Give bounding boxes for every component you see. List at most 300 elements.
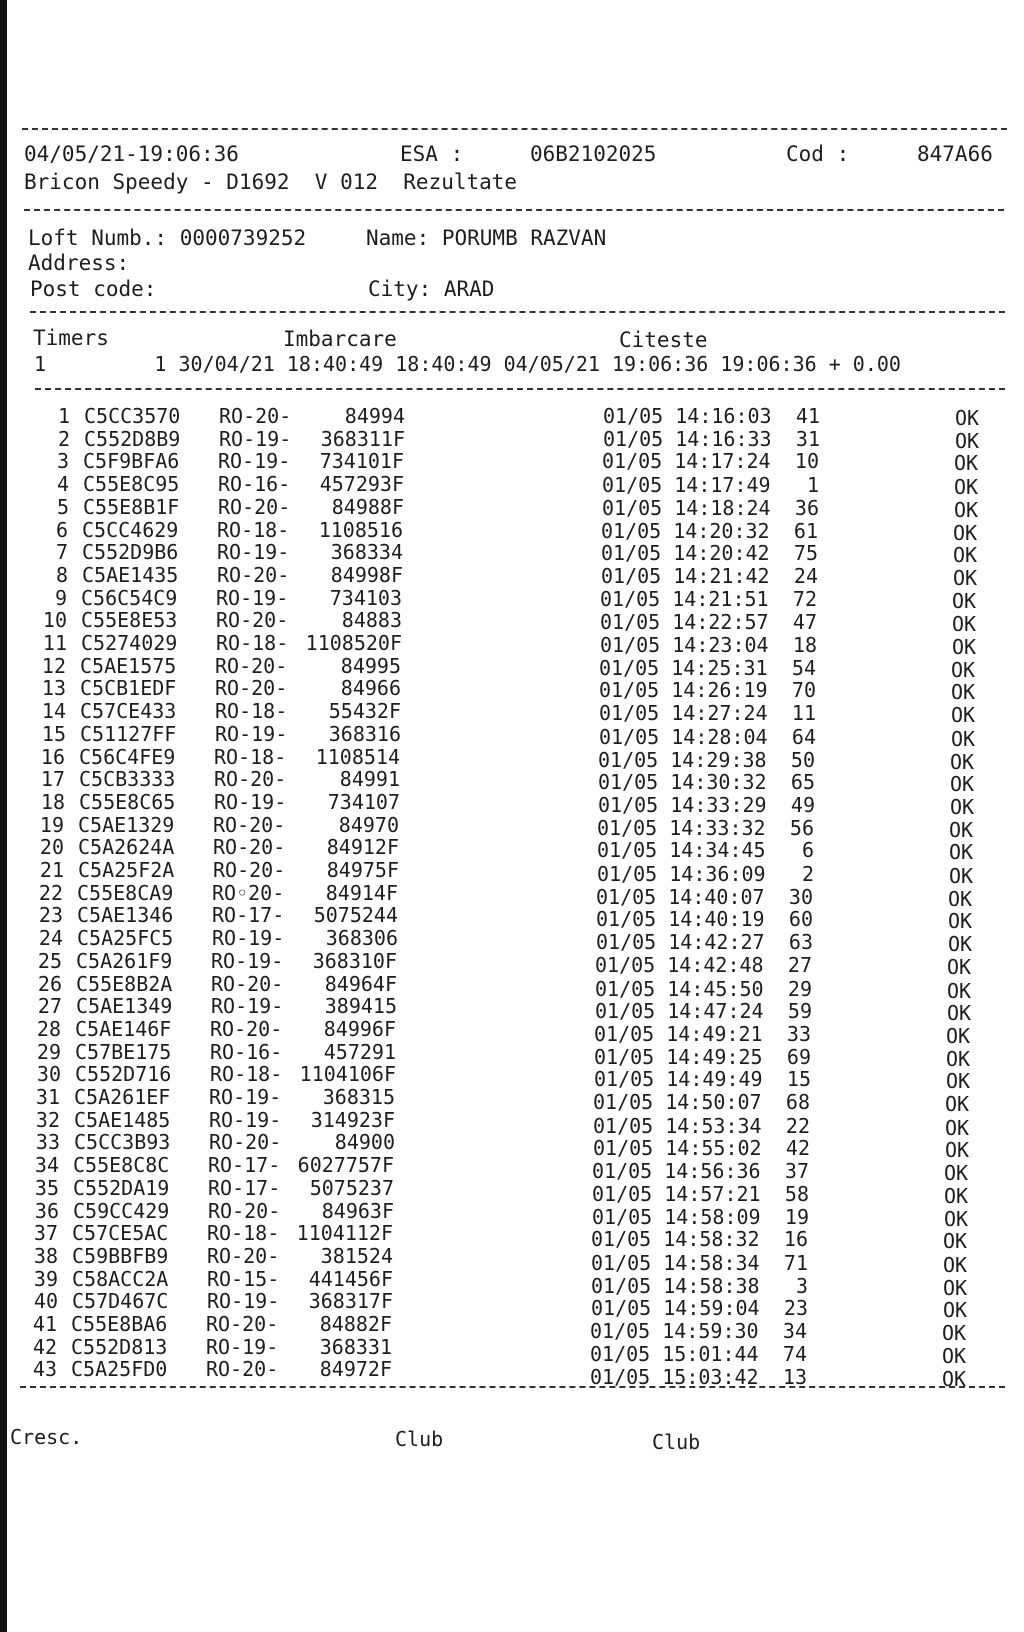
table-row xyxy=(0,1107,1024,1140)
chip-id: C552DA19 xyxy=(73,1175,170,1200)
table-row xyxy=(0,926,1024,957)
table-row xyxy=(0,404,1024,430)
table-row xyxy=(0,994,1024,1026)
table-row xyxy=(0,699,1024,728)
ring-prefix: RO-16- xyxy=(218,472,291,497)
row-number: 26 xyxy=(37,971,62,996)
status: OK xyxy=(944,1206,969,1231)
ring-number: 84988F xyxy=(331,494,404,519)
row-number: 17 xyxy=(40,767,65,792)
position: 68 xyxy=(785,1090,810,1114)
chip-id: C5CC3570 xyxy=(84,404,181,428)
ring-number: 1104112F xyxy=(296,1221,393,1246)
cod-value: 847A66 xyxy=(917,142,993,166)
row-number: 9 xyxy=(54,585,67,610)
row-number: 25 xyxy=(37,948,62,973)
table-row xyxy=(0,517,1024,545)
table-row xyxy=(0,1153,1024,1186)
position: 37 xyxy=(784,1159,809,1184)
position: 30 xyxy=(788,884,813,909)
ring-prefix: RO-18- xyxy=(215,699,288,724)
table-row xyxy=(0,1312,1024,1345)
chip-id: C5A261EF xyxy=(74,1085,171,1109)
ring-prefix: RO-18- xyxy=(214,744,287,769)
row-number: 20 xyxy=(39,835,64,860)
ring-prefix: RO-20- xyxy=(215,653,288,678)
table-row xyxy=(0,449,1024,476)
chip-id: C57BE175 xyxy=(75,1039,172,1064)
arrival-time: 01/05 14:16:03 xyxy=(603,404,772,428)
arrival-time: 01/05 14:59:30 xyxy=(590,1319,759,1343)
status: OK xyxy=(943,1275,968,1300)
ring-prefix: RO-20- xyxy=(213,835,286,860)
table-row xyxy=(0,540,1024,568)
ring-prefix: RO-19- xyxy=(217,540,290,565)
chip-id: C57CE5AC xyxy=(72,1221,169,1246)
ring-number: 1104106F xyxy=(299,1062,396,1087)
position: 47 xyxy=(792,610,817,635)
chip-id: C5AE1435 xyxy=(82,562,179,587)
report-datetime: 04/05/21-19:06:36 xyxy=(24,142,239,166)
position: 63 xyxy=(788,930,813,955)
arrival-time: 01/05 14:40:19 xyxy=(596,907,765,932)
arrival-time: 01/05 14:47:24 xyxy=(595,999,764,1024)
ring-prefix: RO-20- xyxy=(207,1243,280,1268)
ring-number: 734107 xyxy=(327,789,400,814)
row-number: 33 xyxy=(35,1130,60,1155)
ring-prefix: RO-20- xyxy=(206,1357,279,1382)
chip-id: C55E8B2A xyxy=(76,971,173,996)
status: OK xyxy=(949,817,974,842)
status: OK xyxy=(949,840,974,865)
arrival-time: 01/05 14:59:04 xyxy=(591,1296,760,1321)
table-row xyxy=(0,608,1024,637)
chip-id: C5AE1346 xyxy=(77,903,174,928)
arrival-time: 01/05 14:23:04 xyxy=(600,633,769,657)
ring-number: 441456F xyxy=(308,1266,393,1291)
status: OK xyxy=(952,612,977,637)
row-number: 7 xyxy=(55,540,68,565)
position: 59 xyxy=(787,999,812,1024)
status: OK xyxy=(948,932,973,957)
position: 23 xyxy=(783,1296,808,1321)
position: 36 xyxy=(794,495,819,520)
ring-number: 368315 xyxy=(322,1085,395,1109)
address-label: Address: xyxy=(28,251,130,275)
row-number: 13 xyxy=(41,676,66,701)
ring-prefix: RO-20- xyxy=(213,812,286,837)
arrival-time: 01/05 14:34:45 xyxy=(597,838,766,863)
arrival-time: 01/05 14:40:07 xyxy=(596,884,765,909)
ring-prefix: RO-19- xyxy=(215,721,288,746)
table-row xyxy=(0,789,1024,819)
timers-row: 1 1 30/04/21 18:40:49 18:40:49 04/05/21 19:06:36 19:06:36 + 0.00 xyxy=(34,352,901,376)
chip-id: C59CC429 xyxy=(73,1198,170,1223)
ring-prefix: RO-20- xyxy=(219,404,292,428)
chip-id: C5AE1349 xyxy=(76,994,173,1019)
table-row xyxy=(0,1334,1024,1368)
chip-id: C5274029 xyxy=(81,631,178,655)
position: 3 xyxy=(795,1273,808,1298)
table-row xyxy=(0,1062,1024,1094)
status: OK xyxy=(952,635,977,659)
table-row xyxy=(0,494,1024,522)
arrival-time: 01/05 14:57:21 xyxy=(592,1181,761,1206)
arrival-time: 01/05 14:33:29 xyxy=(598,792,767,817)
status: OK xyxy=(945,1115,970,1140)
ring-number: 368311F xyxy=(320,426,405,451)
status: OK xyxy=(950,794,975,819)
row-number: 23 xyxy=(38,903,63,928)
row-number: 4 xyxy=(56,472,69,497)
table-row xyxy=(0,1243,1024,1277)
ring-number: 368316 xyxy=(328,721,401,746)
ring-prefix: RO-16- xyxy=(210,1039,283,1064)
table-row xyxy=(0,903,1024,934)
row-number: 36 xyxy=(34,1198,59,1223)
row-number: 10 xyxy=(42,608,67,633)
chip-id: C5A261F9 xyxy=(76,948,173,973)
chip-id: C552D9B6 xyxy=(82,540,179,565)
position: 42 xyxy=(785,1136,810,1161)
table-row xyxy=(0,631,1024,659)
row-number: 30 xyxy=(36,1062,61,1087)
chip-id: C5F9BFA6 xyxy=(83,449,180,474)
status: OK xyxy=(953,565,978,590)
status: OK xyxy=(943,1298,968,1323)
row-number: 27 xyxy=(37,994,62,1019)
ring-prefix: RO-20- xyxy=(214,767,287,792)
ring-number: 381524 xyxy=(320,1243,393,1268)
position: 27 xyxy=(787,952,812,977)
ring-prefix: RO-19- xyxy=(209,1085,282,1109)
ring-prefix: RO-19- xyxy=(216,585,289,610)
table-row xyxy=(0,1221,1024,1254)
row-number: 39 xyxy=(33,1266,58,1291)
ring-number: 84998F xyxy=(330,562,403,587)
table-row xyxy=(0,1016,1024,1048)
ring-prefix: RO-20- xyxy=(208,1198,281,1223)
citeste-heading: Citeste xyxy=(619,328,708,352)
position: 71 xyxy=(783,1250,808,1275)
chip-id: C5A2624A xyxy=(78,835,175,860)
ring-number: 84912F xyxy=(326,835,399,860)
status: OK xyxy=(951,726,976,751)
chip-id: C51127FF xyxy=(80,721,177,746)
arrival-time: 01/05 14:55:02 xyxy=(593,1136,762,1161)
chip-id: C55E8C95 xyxy=(83,472,180,497)
status: OK xyxy=(953,520,978,545)
row-number: 8 xyxy=(55,562,68,587)
ring-prefix: RO-20- xyxy=(216,608,289,633)
status: OK xyxy=(942,1367,967,1392)
chip-id: C56C4FE9 xyxy=(79,744,176,769)
ring-prefix: RO-17- xyxy=(212,903,285,928)
status: OK xyxy=(947,978,972,1003)
status: OK xyxy=(950,772,975,797)
table-row xyxy=(0,1266,1024,1300)
ring-prefix: RO-17- xyxy=(208,1153,281,1178)
row-number: 37 xyxy=(33,1221,58,1246)
ring-prefix: RO-20- xyxy=(215,676,288,701)
status: OK xyxy=(945,1092,970,1116)
arrival-time: 01/05 14:58:38 xyxy=(591,1273,760,1298)
position: 1 xyxy=(806,473,819,498)
divider-results xyxy=(35,388,1005,390)
ring-number: 84975F xyxy=(326,858,399,882)
ring-number: 1108516 xyxy=(318,517,403,542)
arrival-time: 01/05 14:29:38 xyxy=(598,747,767,772)
status: OK xyxy=(954,451,979,476)
ring-prefix: RO-20- xyxy=(213,858,286,882)
arrival-time: 01/05 14:53:34 xyxy=(593,1113,762,1138)
status: OK xyxy=(951,703,976,728)
row-number: 3 xyxy=(56,449,69,474)
row-number: 21 xyxy=(39,858,64,882)
ring-number: 84966 xyxy=(340,676,401,701)
arrival-time: 01/05 14:50:07 xyxy=(593,1090,762,1114)
position: 56 xyxy=(789,815,814,840)
table-row xyxy=(0,1130,1024,1163)
position: 75 xyxy=(793,541,818,566)
timers-heading: Timers xyxy=(33,326,109,350)
row-number: 1 xyxy=(57,404,70,428)
ring-number: 84995 xyxy=(340,653,401,678)
chip-id: C55E8E53 xyxy=(81,608,178,633)
ring-number: 84900 xyxy=(334,1130,395,1155)
arrival-time: 01/05 14:56:36 xyxy=(592,1159,761,1184)
table-row xyxy=(0,721,1024,751)
position: 2 xyxy=(801,862,814,886)
position: 49 xyxy=(790,792,815,817)
position: 15 xyxy=(786,1067,811,1092)
ring-number: 84970 xyxy=(338,812,399,837)
ring-prefix: RO-18- xyxy=(207,1221,280,1246)
chip-id: C5AE1485 xyxy=(74,1107,171,1132)
table-row xyxy=(0,426,1024,453)
table-row xyxy=(0,1198,1024,1231)
position: 34 xyxy=(782,1319,807,1343)
row-number: 40 xyxy=(33,1289,58,1314)
imbarcare-heading: Imbarcare xyxy=(283,327,397,351)
status: OK xyxy=(945,1138,970,1163)
position: 72 xyxy=(792,586,817,611)
row-number: 24 xyxy=(38,926,63,951)
row-number: 5 xyxy=(56,494,69,519)
position: 50 xyxy=(790,747,815,772)
position: 19 xyxy=(784,1204,809,1229)
chip-id: C58ACC2A xyxy=(72,1266,169,1291)
chip-id: C5A25FC5 xyxy=(77,926,174,951)
chip-id: C5CC3B93 xyxy=(74,1130,171,1155)
table-row xyxy=(0,1085,1024,1116)
table-row xyxy=(0,653,1024,682)
position: 18 xyxy=(792,633,817,657)
ring-prefix: RO-17- xyxy=(208,1175,281,1200)
position: 61 xyxy=(793,518,818,543)
arrival-time: 01/05 14:30:32 xyxy=(598,770,767,795)
arrival-time: 01/05 14:45:50 xyxy=(595,976,764,1001)
ring-number: 314923F xyxy=(310,1107,395,1132)
chip-id: C5A25FD0 xyxy=(71,1357,168,1382)
position: 29 xyxy=(787,976,812,1001)
arrival-time: 01/05 14:16:33 xyxy=(603,426,772,451)
ring-number: 1108520F xyxy=(305,631,402,655)
table-row xyxy=(0,1175,1024,1208)
status: OK xyxy=(942,1343,967,1368)
ring-number: 368331 xyxy=(319,1334,392,1359)
status: OK xyxy=(954,475,979,500)
row-number: 32 xyxy=(35,1107,60,1132)
position: 58 xyxy=(784,1181,809,1206)
ring-prefix: RO-20- xyxy=(210,1016,283,1041)
table-row xyxy=(0,767,1024,797)
divider-timers xyxy=(30,311,1005,313)
status: OK xyxy=(944,1161,969,1186)
arrival-time: 01/05 14:49:25 xyxy=(594,1044,763,1069)
arrival-time: 01/05 14:26:19 xyxy=(599,678,768,703)
status: OK xyxy=(947,954,972,979)
ring-number: 84972F xyxy=(319,1357,392,1382)
status: OK xyxy=(950,749,975,774)
chip-id: C5CB1EDF xyxy=(80,676,177,701)
arrival-time: 01/05 14:58:09 xyxy=(592,1204,761,1229)
row-number: 6 xyxy=(55,517,68,542)
chip-id: C55E8B1F xyxy=(83,494,180,519)
chip-id: C5A25F2A xyxy=(78,858,175,882)
row-number: 34 xyxy=(34,1153,59,1178)
table-row xyxy=(0,971,1024,1003)
status: OK xyxy=(946,1023,971,1048)
position: 24 xyxy=(793,563,818,588)
row-number: 19 xyxy=(39,812,64,837)
position: 10 xyxy=(794,449,819,474)
table-row xyxy=(0,676,1024,705)
table-row xyxy=(0,812,1024,842)
arrival-time: 01/05 14:42:27 xyxy=(596,930,765,955)
chip-id: C5AE1575 xyxy=(80,653,177,678)
chip-id: C552D813 xyxy=(71,1334,168,1359)
status: OK xyxy=(951,680,976,705)
ring-number: 84914F xyxy=(325,880,398,905)
status: OK xyxy=(946,1046,971,1071)
divider-loft xyxy=(24,209,1004,211)
row-number: 16 xyxy=(40,744,65,769)
arrival-time: 01/05 14:17:24 xyxy=(602,449,771,474)
position: 6 xyxy=(801,838,814,863)
arrival-time: 01/05 15:01:44 xyxy=(590,1341,759,1366)
position: 31 xyxy=(795,426,820,451)
position: 64 xyxy=(791,724,816,749)
ring-prefix: RO-19- xyxy=(218,449,291,474)
chip-id: C55E8BA6 xyxy=(71,1312,168,1336)
table-row xyxy=(0,472,1024,500)
arrival-time: 01/05 14:33:32 xyxy=(597,815,766,840)
city-label: City: ARAD xyxy=(368,277,495,301)
arrival-time: 01/05 14:21:51 xyxy=(600,586,769,611)
status: OK xyxy=(955,406,980,430)
ring-prefix: RO◦20- xyxy=(212,880,285,905)
report-title: Bricon Speedy - D1692 V 012 Rezultate xyxy=(24,170,518,194)
status: OK xyxy=(943,1229,968,1254)
arrival-time: 01/05 14:21:42 xyxy=(601,563,770,588)
position: 41 xyxy=(795,404,820,428)
club-label-2: Club xyxy=(652,1430,701,1454)
ring-number: 84991 xyxy=(339,767,400,792)
status: OK xyxy=(951,657,976,682)
divider-bottom xyxy=(20,1386,1005,1388)
row-number: 42 xyxy=(32,1334,57,1359)
status: OK xyxy=(949,864,974,888)
arrival-time: 01/05 14:27:24 xyxy=(599,701,768,726)
ring-prefix: RO-20- xyxy=(206,1312,279,1336)
position: 13 xyxy=(782,1365,807,1390)
status: OK xyxy=(942,1321,967,1345)
arrival-time: 01/05 14:20:32 xyxy=(601,518,770,543)
chip-id: C55E8CA9 xyxy=(77,880,174,905)
status: OK xyxy=(953,543,978,568)
status: OK xyxy=(944,1183,969,1208)
row-number: 12 xyxy=(41,653,66,678)
ring-prefix: RO-19- xyxy=(214,789,287,814)
arrival-time: 01/05 14:25:31 xyxy=(599,655,768,680)
chip-id: C55E8C8C xyxy=(73,1153,170,1178)
table-row xyxy=(0,858,1024,888)
status: OK xyxy=(946,1069,971,1094)
chip-id: C57CE433 xyxy=(80,699,177,724)
chip-id: C57D467C xyxy=(72,1289,169,1314)
status: OK xyxy=(952,588,977,613)
arrival-time: 01/05 14:58:34 xyxy=(591,1250,760,1275)
arrival-time: 01/05 14:20:42 xyxy=(601,541,770,566)
ring-number: 734103 xyxy=(329,585,402,610)
position: 70 xyxy=(791,678,816,703)
club-label-1: Club xyxy=(395,1427,444,1451)
ring-number: 1108514 xyxy=(315,744,400,769)
ring-number: 457293F xyxy=(319,472,404,497)
position: 54 xyxy=(791,655,816,680)
arrival-time: 01/05 14:18:24 xyxy=(602,495,771,520)
position: 22 xyxy=(785,1113,810,1138)
postcode-label: Post code: xyxy=(30,277,157,301)
chip-id: C59BBFB9 xyxy=(72,1243,169,1268)
ring-number: 6027757F xyxy=(297,1153,394,1178)
ring-prefix: RO-18- xyxy=(210,1062,283,1087)
ring-number: 734101F xyxy=(319,449,404,474)
ring-prefix: RO-20- xyxy=(209,1130,282,1155)
chip-id: C5CC4629 xyxy=(82,517,179,542)
arrival-time: 01/05 14:17:49 xyxy=(602,473,771,498)
divider-top xyxy=(22,128,1007,130)
table-row xyxy=(0,744,1024,774)
status: OK xyxy=(947,1001,972,1026)
position: 69 xyxy=(786,1044,811,1069)
table-row xyxy=(0,880,1024,911)
arrival-time: 01/05 14:28:04 xyxy=(599,724,768,749)
chip-id: C5AE1329 xyxy=(78,812,175,837)
row-number: 11 xyxy=(42,631,67,655)
ring-prefix: RO-19- xyxy=(206,1334,279,1359)
row-number: 28 xyxy=(36,1016,61,1041)
ring-prefix: RO-18- xyxy=(216,631,289,655)
ring-number: 368317F xyxy=(308,1289,393,1314)
ring-number: 84996F xyxy=(323,1016,396,1041)
status: OK xyxy=(955,428,980,453)
esa-label: ESA : xyxy=(400,142,464,166)
row-number: 22 xyxy=(38,880,63,905)
status: OK xyxy=(954,497,979,522)
arrival-time: 01/05 14:49:49 xyxy=(594,1067,763,1092)
